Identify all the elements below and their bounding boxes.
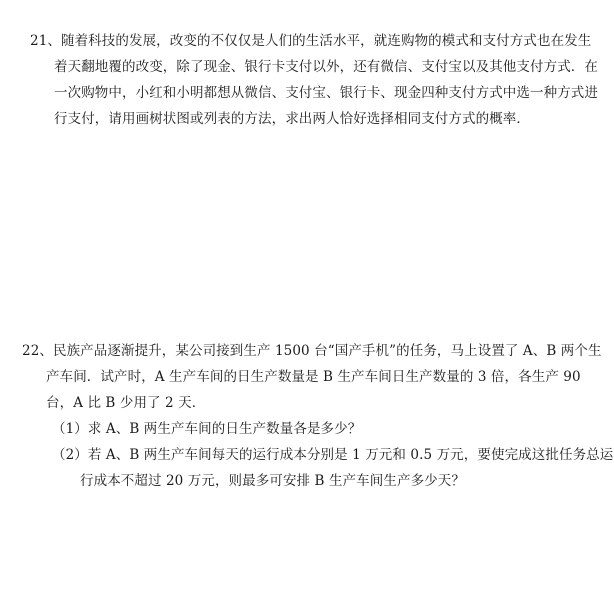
question-22: [22, 338, 614, 494]
question-22-line: 产车间．试产时，A 生产车间的日生产数量是 B 生产车间日生产数量的 3 倍，各生产 90: [46, 369, 581, 385]
question-22-sub-1: （1）求 A、B 两生产车间的日生产数量各是多少？: [52, 421, 362, 437]
question-21: [30, 28, 598, 132]
question-21-line: 21、随着科技的发展，改变的不仅仅是人们的生活水平，就连购物的模式和支付方式也在发生: [30, 33, 592, 49]
question-22-sub-2-line: （2）若 A、B 两生产车间每天的运行成本分别是 1 万元和 0.5 万元，要使完成这批任务总运: [52, 447, 614, 463]
question-21-line: 行支付，请用画树状图或列表的方法，求出两人恰好选择相同支付方式的概率．: [54, 111, 530, 127]
question-22-line: 台，A 比 B 少用了 2 天．: [46, 395, 206, 411]
question-21-line: 着天翻地覆的改变，除了现金、银行卡支付以外，还有微信、支付宝以及其他支付方式．在: [54, 59, 598, 75]
question-22-sub-2-line: 行成本不超过 20 万元，则最多可安排 B 生产车间生产多少天？: [80, 473, 465, 489]
question-22-line: 22、民族产品逐渐提升，某公司接到生产 1500 台“国产手机”的任务，马上设置了 A、B 两个生: [22, 343, 602, 359]
question-21-line: 一次购物中，小红和小明都想从微信、支付宝、银行卡、现金四种支付方式中选一种方式进: [54, 85, 598, 101]
